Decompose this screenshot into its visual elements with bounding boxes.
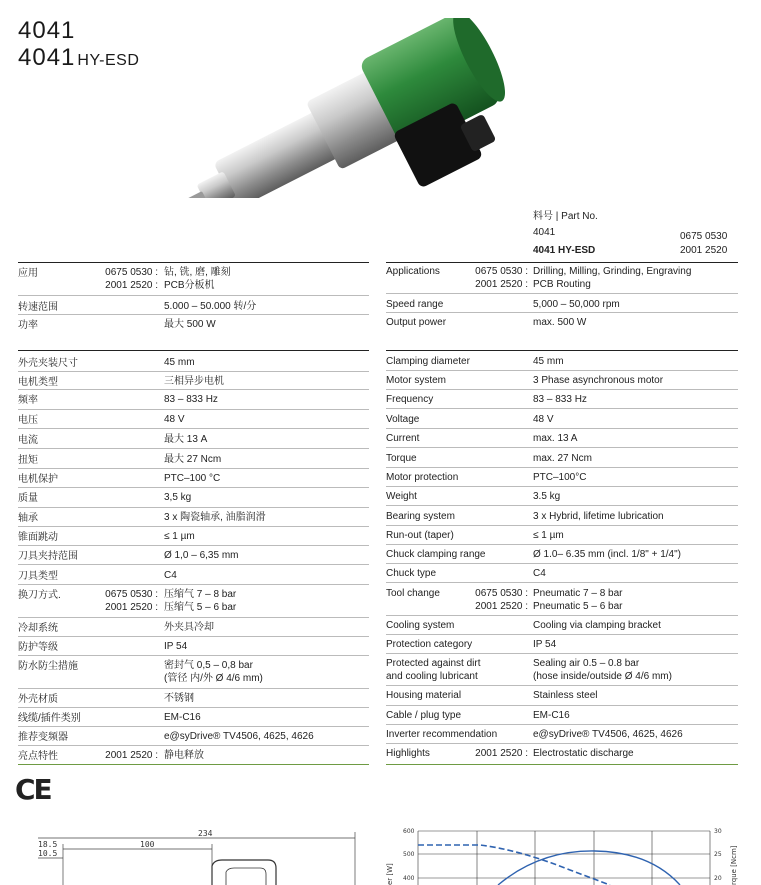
spec-sub-label: 0675 0530 : (475, 588, 528, 599)
part-no-code-2: 2001 2520 (680, 245, 728, 256)
table-divider (386, 653, 738, 654)
part-no-name-2: 4041 HY-ESD (533, 245, 596, 256)
table-divider (386, 685, 738, 686)
spec-label: Bearing system (386, 511, 455, 522)
spec-value: 外夹具冷却 (164, 622, 214, 633)
ytick-right-1: 25 (714, 851, 722, 858)
spec-value: Ø 1.0– 6.35 mm (incl. 1/8" + 1/4") (533, 549, 681, 560)
torque-curve-solid (498, 851, 680, 885)
spec-value: max. 27 Ncm (533, 453, 592, 464)
spec-label: Protected against dirt (386, 658, 481, 669)
table-divider (18, 564, 369, 565)
product-subtitle-suffix: HY-ESD (77, 52, 140, 69)
table-divider (18, 636, 369, 637)
ylabel-left: er [W] (386, 863, 394, 885)
spec-label: 功率 (18, 320, 38, 331)
table-divider (18, 350, 369, 351)
dim-10-5: 10.5 (38, 849, 58, 858)
spec-label: Current (386, 433, 420, 444)
spec-sub-label: 0675 0530 : (475, 266, 528, 277)
table-divider (18, 726, 369, 727)
spec-value: PCB分板机 (164, 280, 215, 291)
table-divider (18, 655, 369, 656)
spec-value: 压缩气 7 – 8 bar (164, 589, 237, 600)
ylabel-right: rque [Ncm] (730, 845, 738, 885)
table-divider (18, 487, 369, 488)
table-divider (18, 371, 369, 372)
table-divider (386, 582, 738, 583)
spec-label: Chuck type (386, 568, 437, 579)
spec-label: 外壳材质 (18, 694, 58, 705)
spec-sub-label: 2001 2520 : (475, 601, 528, 612)
spec-value: Drilling, Milling, Grinding, Engraving (533, 266, 692, 277)
spec-value: 48 V (533, 414, 554, 425)
spec-label: Run-out (taper) (386, 530, 454, 541)
spec-label: Inverter recommendation (386, 729, 498, 740)
spec-sub-label: 2001 2520 : (105, 280, 158, 291)
ce-mark: CE (15, 773, 51, 806)
spec-value: PTC–100°C (533, 472, 587, 483)
table-divider (18, 262, 369, 263)
spec-value: 不锈钢 (164, 693, 194, 704)
spec-label: 防水防尘措施 (18, 661, 78, 672)
table-divider (386, 447, 738, 448)
product-title: 4041 (18, 17, 76, 44)
ytick-right-0: 30 (714, 828, 722, 835)
spec-sub-label: 2001 2520 : (475, 279, 528, 290)
table-divider (18, 545, 369, 546)
spec-sub-label: 0675 0530 : (105, 589, 158, 600)
spec-value: 83 – 833 Hz (533, 394, 587, 405)
spec-value: 5.000 – 50.000 转/分 (164, 301, 257, 312)
spec-label: Chuck clamping range (386, 549, 486, 560)
spec-value: IP 54 (533, 639, 557, 650)
spec-label: 防护等级 (18, 642, 58, 653)
performance-chart (380, 820, 761, 885)
spec-value: Pneumatic 5 – 6 bar (533, 601, 623, 612)
table-divider (386, 724, 738, 725)
spec-label: 锥面跳动 (18, 532, 58, 543)
spec-value: 最大 13 A (164, 434, 208, 445)
spec-value: PTC–100 °C (164, 473, 221, 484)
part-no-name-1: 4041 (533, 227, 556, 238)
table-divider (386, 705, 738, 706)
spec-label: 轴承 (18, 513, 38, 524)
spec-label: Motor protection (386, 472, 459, 483)
spec-label: 电压 (18, 415, 38, 426)
spec-value: Sealing air 0.5 – 0.8 bar (533, 658, 640, 669)
table-divider (386, 350, 738, 351)
spec-sub-label: 0675 0530 : (105, 267, 158, 278)
spec-value: ≤ 1 µm (164, 531, 195, 542)
spec-label: Clamping diameter (386, 356, 470, 367)
spec-value: 最大 500 W (164, 319, 216, 330)
table-divider (18, 448, 369, 449)
dim-100: 100 (140, 840, 155, 849)
dim-18-5: 18.5 (38, 840, 58, 849)
spec-sub-label: 2001 2520 : (105, 750, 158, 761)
spec-label-line2: and cooling lubricant (386, 671, 478, 682)
table-divider (18, 468, 369, 469)
spec-value: max. 500 W (533, 317, 587, 328)
table-divider (386, 262, 738, 263)
spec-label: 应用 (18, 268, 38, 279)
spec-value: 48 V (164, 414, 185, 425)
table-divider (386, 505, 738, 506)
spec-label: Cable / plug type (386, 710, 462, 721)
table-divider (386, 486, 738, 487)
spec-label: 刀具类型 (18, 571, 58, 582)
dim-234: 234 (198, 829, 213, 838)
spec-value: Ø 1,0 – 6,35 mm (164, 550, 239, 561)
spec-label: Housing material (386, 690, 462, 701)
product-subtitle (18, 44, 139, 72)
spec-value: 静电释放 (164, 750, 204, 761)
table-divider (386, 312, 738, 313)
table-divider (18, 526, 369, 527)
spec-value: IP 54 (164, 641, 188, 652)
table-divider (386, 544, 738, 545)
spec-value: 3 Phase asynchronous motor (533, 375, 664, 386)
table-divider (386, 428, 738, 429)
spec-value: EM-C16 (533, 710, 570, 721)
spec-value: Pneumatic 7 – 8 bar (533, 588, 623, 599)
spec-label: Applications (386, 266, 440, 277)
table-divider (18, 409, 369, 410)
spec-label: Speed range (386, 299, 444, 310)
spec-value: (hose inside/outside Ø 4/6 mm) (533, 671, 672, 682)
spec-value: 3,5 kg (164, 492, 192, 503)
table-divider (18, 507, 369, 508)
spec-value: (管径 内/外 Ø 4/6 mm) (164, 673, 263, 684)
table-divider (18, 707, 369, 708)
table-divider (18, 295, 369, 296)
spec-value: ≤ 1 µm (533, 530, 564, 541)
spec-label: Torque (386, 453, 417, 464)
spec-value: Electrostatic discharge (533, 748, 634, 759)
spindle-photo (165, 18, 565, 198)
table-divider (386, 389, 738, 390)
part-no-label: 料号 | Part No. (533, 211, 598, 222)
spec-label: 换刀方式. (18, 590, 61, 601)
spec-value: 钻, 铣, 磨, 雕刻 (164, 267, 231, 278)
spec-label: 推荐变频器 (18, 732, 68, 743)
spec-label: 频率 (18, 395, 38, 406)
spec-table-en (386, 262, 738, 772)
spec-value: 密封气 0,5 – 0,8 bar (164, 660, 253, 671)
ytick-right-2: 20 (714, 875, 722, 882)
spec-label: 转速范围 (18, 302, 58, 313)
spec-label: 质量 (18, 493, 38, 504)
ytick-left-0: 600 (403, 828, 415, 835)
table-divider (386, 743, 738, 744)
ytick-left-1: 500 (403, 851, 415, 858)
spec-label: Protection category (386, 639, 473, 650)
spec-label: Frequency (386, 394, 434, 405)
table-divider (386, 293, 738, 294)
dimension-drawing (0, 820, 380, 885)
table-divider (386, 525, 738, 526)
spec-value: EM-C16 (164, 712, 201, 723)
table-divider (18, 428, 369, 429)
spec-label: Voltage (386, 414, 420, 425)
table-divider (18, 745, 369, 746)
spec-value: 3.5 kg (533, 491, 561, 502)
spec-value: 45 mm (533, 356, 564, 367)
spec-label: 电机保护 (18, 474, 58, 485)
table-divider (18, 389, 369, 390)
spec-value: 三相异步电机 (164, 376, 224, 387)
spec-table-cn (18, 262, 369, 772)
spec-value: C4 (164, 570, 177, 581)
spec-label: Cooling system (386, 620, 455, 631)
spec-value: 压缩气 5 – 6 bar (164, 602, 237, 613)
spec-value: 3 x 陶瓷轴承, 油脂润滑 (164, 512, 266, 523)
spec-label: Motor system (386, 375, 447, 386)
spec-value: 5,000 – 50,000 rpm (533, 299, 620, 310)
spec-label: 电流 (18, 435, 38, 446)
part-no-code-1: 0675 0530 (680, 231, 728, 242)
spec-value: Cooling via clamping bracket (533, 620, 661, 631)
table-divider (18, 617, 369, 618)
spec-value: PCB Routing (533, 279, 591, 290)
spec-value: 45 mm (164, 357, 195, 368)
spec-value: Stainless steel (533, 690, 598, 701)
spec-label: Tool change (386, 588, 440, 599)
table-divider (18, 584, 369, 585)
spec-value: e@syDrive® TV4506, 4625, 4626 (164, 731, 314, 742)
spec-value: e@syDrive® TV4506, 4625, 4626 (533, 729, 683, 740)
spec-value: C4 (533, 568, 546, 579)
spec-label: Weight (386, 491, 417, 502)
spec-sub-label: 2001 2520 : (475, 748, 528, 759)
spec-label: Highlights (386, 748, 430, 759)
table-divider (386, 615, 738, 616)
table-divider (386, 764, 738, 765)
spec-value: 83 – 833 Hz (164, 394, 218, 405)
table-divider (18, 764, 369, 765)
spec-value: 最大 27 Ncm (164, 454, 222, 465)
spec-label: 外壳夹装尺寸 (18, 358, 78, 369)
ytick-left-2: 400 (403, 875, 415, 882)
table-divider (386, 370, 738, 371)
product-subtitle-code: 4041 (18, 44, 76, 71)
spec-label: 扭矩 (18, 455, 38, 466)
spec-label: 冷却系统 (18, 623, 58, 634)
spec-value: 3 x Hybrid, lifetime lubrication (533, 511, 664, 522)
spec-label: 线缆/插件类别 (18, 713, 81, 724)
spec-label: 电机类型 (18, 377, 58, 388)
spec-label: Output power (386, 317, 447, 328)
table-divider (386, 408, 738, 409)
spec-label: 亮点特性 (18, 751, 58, 762)
table-divider (18, 688, 369, 689)
table-divider (386, 634, 738, 635)
table-divider (386, 563, 738, 564)
spec-value: max. 13 A (533, 433, 578, 444)
table-divider (386, 467, 738, 468)
spec-sub-label: 2001 2520 : (105, 602, 158, 613)
table-divider (18, 314, 369, 315)
spec-label: 刀具夹持范围 (18, 551, 78, 562)
